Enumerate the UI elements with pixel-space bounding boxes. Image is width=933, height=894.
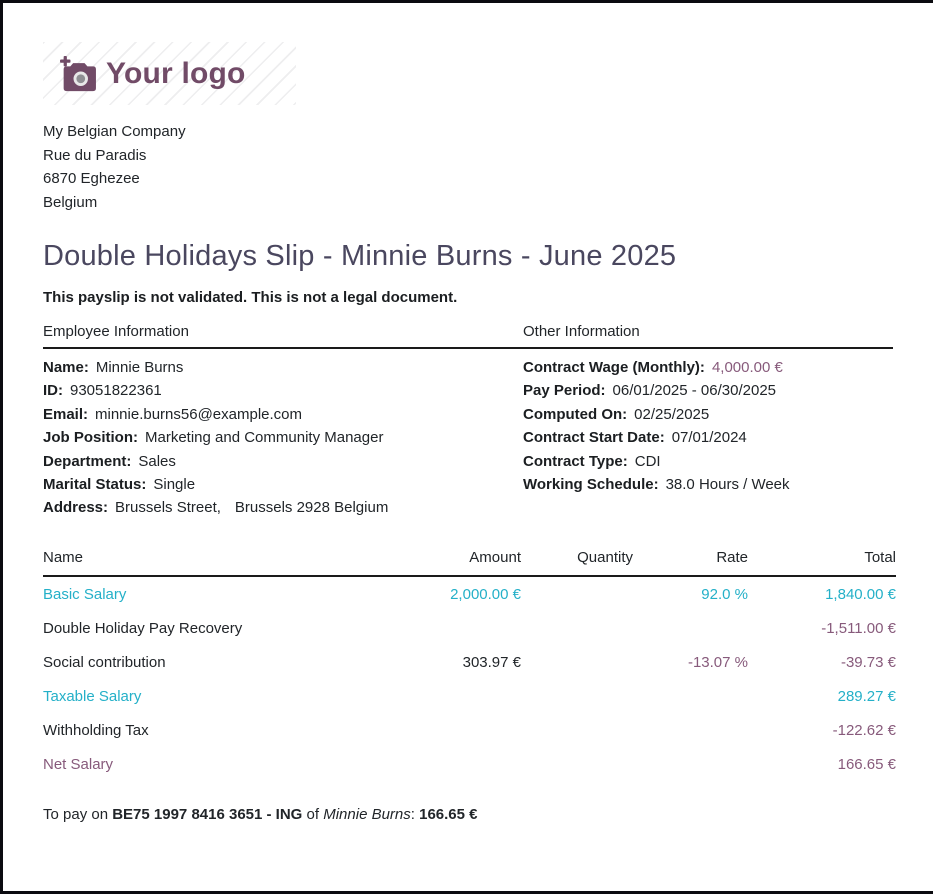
company-name: My Belgian Company (43, 123, 186, 140)
page-title: Double Holidays Slip - Minnie Burns - June 2025 (43, 240, 677, 272)
logo-text: Your logo (106, 56, 246, 90)
col-header-total: Total (748, 549, 896, 576)
validation-notice: This payslip is not validated. This is not a legal document. (43, 289, 458, 306)
other-info-heading: Other Information (523, 323, 640, 340)
company-street: Rue du Paradis (43, 146, 147, 164)
payment-instruction (43, 806, 893, 823)
field-email: Email: minnie.burns56@example.com (43, 405, 303, 423)
payee-name: Minnie Burns (323, 805, 411, 823)
company-country: Belgium (43, 193, 98, 211)
document-content (3, 42, 933, 823)
other-info-column (523, 356, 893, 520)
field-contract-wage: Contract Wage (Monthly): 4,000.00 € (523, 359, 783, 376)
field-job-position: Job Position: Marketing and Community Manager (43, 429, 384, 447)
info-body (43, 349, 893, 520)
payment-amount: 166.65 € (419, 805, 478, 823)
info-headings-row (43, 323, 893, 349)
col-header-rate: Rate (633, 549, 748, 576)
payment-colon: : (410, 805, 415, 823)
table-row-double-holiday-pay-recovery: Double Holiday Pay Recovery -1,511.00 € (43, 619, 896, 637)
field-pay-period: Pay Period: 06/01/2025 - 06/30/2025 (523, 382, 777, 400)
company-logo (43, 42, 296, 105)
employee-info-column (43, 356, 523, 520)
payment-of-word: of (306, 805, 320, 823)
col-header-amount: Amount (406, 549, 521, 576)
field-department: Department: Sales (43, 452, 176, 470)
salary-lines-table (43, 549, 896, 781)
table-row-withholding-tax: Withholding Tax -122.62 € (43, 721, 896, 739)
field-working-schedule: Working Schedule: 38.0 Hours / Week (523, 476, 790, 494)
table-row-basic-salary: Basic Salary 2,000.00 € 92.0 % 1,840.00 € (43, 585, 896, 603)
company-city: 6870 Eghezee (43, 170, 140, 187)
field-contract-type: Contract Type: CDI (523, 452, 661, 470)
info-section (43, 323, 893, 520)
field-name: Name: Minnie Burns (43, 359, 184, 376)
col-header-quantity: Quantity (521, 549, 633, 576)
company-address-block (43, 120, 893, 214)
bank-account: BE75 1997 8416 3651 - ING (112, 805, 303, 823)
field-address: Address: Brussels Street, Brussels 2928 Belgium (43, 499, 389, 517)
table-row-taxable-salary: Taxable Salary 289.27 € (43, 687, 896, 705)
field-marital-status: Marital Status: Single (43, 476, 196, 494)
field-id: ID: 93051822361 (43, 382, 162, 400)
camera-plus-icon (55, 55, 97, 93)
table-row-social-contribution: Social contribution 303.97 € -13.07 % -39.73 € (43, 653, 896, 671)
field-computed-on: Computed On: 02/25/2025 (523, 405, 710, 423)
table-row-net-salary: Net Salary 166.65 € (43, 755, 896, 773)
field-contract-start-date: Contract Start Date: 07/01/2024 (523, 429, 747, 447)
payment-prefix: To pay on (43, 805, 109, 823)
table-header-row (43, 549, 896, 576)
employee-info-heading: Employee Information (43, 323, 189, 340)
col-header-name: Name (43, 549, 406, 576)
